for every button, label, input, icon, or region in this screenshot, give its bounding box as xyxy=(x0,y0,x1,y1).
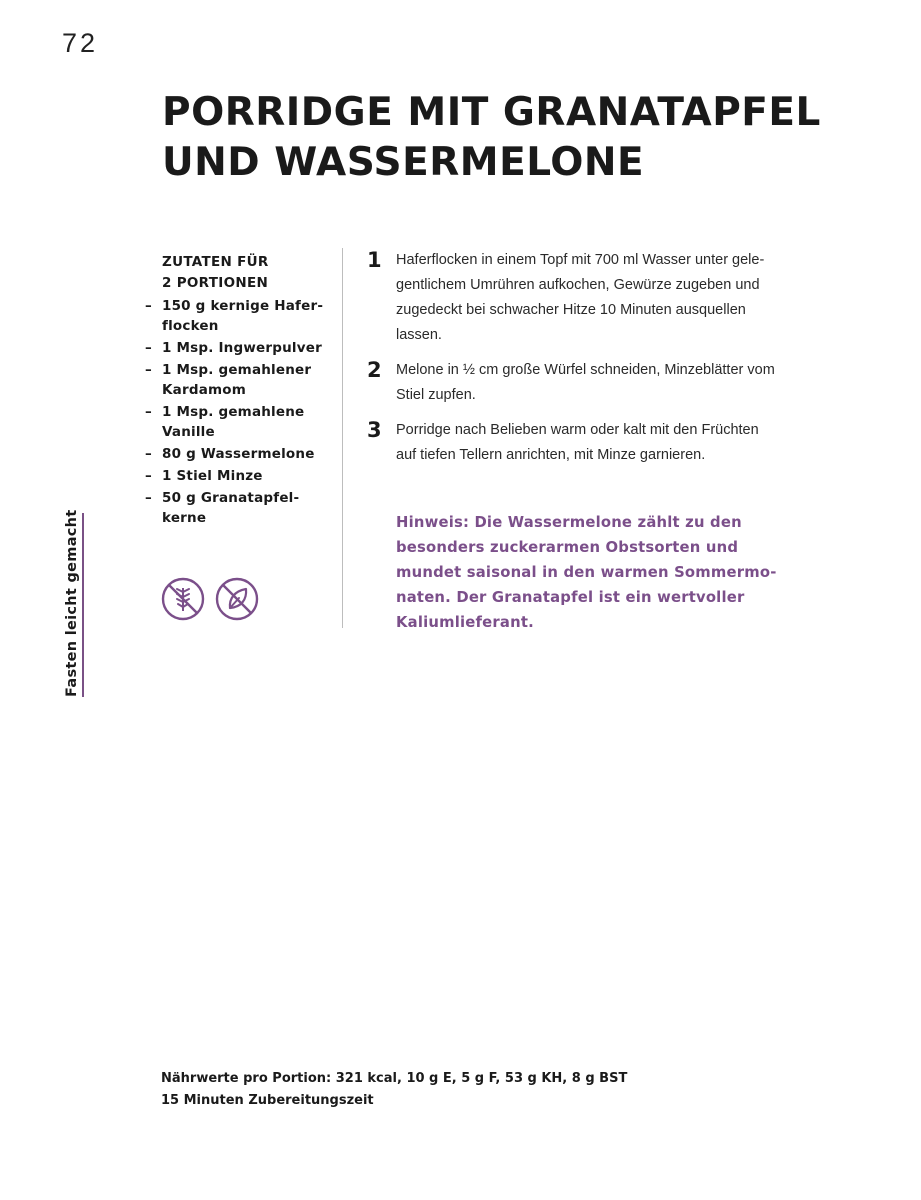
step-line: Porridge nach Belieben warm oder kalt mit den Früchten xyxy=(396,422,759,438)
ingredient-line: kerne xyxy=(162,510,207,526)
step-line: Melone in ½ cm große Würfel schneiden, Minzeblätter vom xyxy=(396,362,775,378)
ingredient-item xyxy=(145,466,345,486)
ingredients-heading xyxy=(162,252,345,294)
note-line: naten. Der Granatapfel ist ein wertvoller xyxy=(396,589,745,606)
ingredient-item xyxy=(145,444,345,464)
step-line: zugedeckt bei schwacher Hitze 10 Minuten ausquellen xyxy=(396,302,746,318)
ingredient-item xyxy=(145,338,345,358)
page-number: 72 xyxy=(62,28,99,58)
ingredient-dash: – xyxy=(145,298,152,314)
recipe-footer xyxy=(161,1068,627,1112)
ingredient-dash: – xyxy=(145,446,152,462)
step-text xyxy=(396,418,787,468)
ingredient-line: Kardamom xyxy=(162,382,247,398)
step-text xyxy=(396,248,787,348)
ingredient-item xyxy=(145,402,345,442)
note-line: Kaliumlieferant. xyxy=(396,614,534,631)
vegan-leaf-icon xyxy=(215,577,259,621)
column-divider xyxy=(342,248,343,628)
ingredient-line: 1 Msp. gemahlener xyxy=(162,362,312,378)
preparation-steps xyxy=(367,248,787,478)
step-item xyxy=(367,248,787,348)
note-line: mundet saisonal in den warmen Sommermo- xyxy=(396,564,777,581)
ingredient-line: 1 Stiel Minze xyxy=(162,468,263,484)
ingredient-line: 50 g Granatapfel- xyxy=(162,490,300,506)
ingredient-dash: – xyxy=(145,340,152,356)
ingredient-line: 1 Msp. Ingwerpulver xyxy=(162,340,322,356)
ingredient-item xyxy=(145,360,345,400)
step-text xyxy=(396,358,787,408)
ingredients-heading-line-1: ZUTATEN FÜR xyxy=(162,254,269,270)
nutrition-info: Nährwerte pro Portion: 321 kcal, 10 g E, 5 g F, 53 g KH, 8 g BST xyxy=(161,1071,628,1086)
section-side-label: Fasten leicht gemacht xyxy=(64,513,84,697)
recipe-title xyxy=(162,88,882,188)
step-line: lassen. xyxy=(396,327,442,343)
note-line: besonders zuckerarmen Obstsorten und xyxy=(396,539,739,556)
step-number: 1 xyxy=(367,248,382,272)
prep-time: 15 Minuten Zubereitungszeit xyxy=(161,1093,374,1108)
note-line: Hinweis: Die Wassermelone zählt zu den xyxy=(396,514,742,531)
step-line: auf tiefen Tellern anrichten, mit Minze garnieren. xyxy=(396,447,706,463)
title-line-1: PORRIDGE MIT GRANATAPFEL xyxy=(162,90,821,135)
step-line: gentlichem Umrühren aufkochen, Gewürze zugeben und xyxy=(396,277,760,293)
step-line: Stiel zupfen. xyxy=(396,387,476,403)
ingredient-line: Vanille xyxy=(162,424,215,440)
ingredient-item xyxy=(145,296,345,336)
ingredient-dash: – xyxy=(145,362,152,378)
ingredient-dash: – xyxy=(145,490,152,506)
step-number: 2 xyxy=(367,358,382,382)
recipe-note xyxy=(396,510,796,635)
step-item xyxy=(367,358,787,408)
step-line: Haferflocken in einem Topf mit 700 ml Wasser unter gele- xyxy=(396,252,765,268)
gluten-free-icon xyxy=(161,577,205,621)
ingredient-line: 150 g kernige Hafer- xyxy=(162,298,324,314)
diet-icons xyxy=(161,577,259,621)
ingredient-line: 1 Msp. gemahlene xyxy=(162,404,305,420)
ingredient-line: 80 g Wassermelone xyxy=(162,446,315,462)
ingredients-section xyxy=(145,252,345,528)
step-item xyxy=(367,418,787,468)
ingredient-dash: – xyxy=(145,404,152,420)
ingredients-heading-line-2: 2 PORTIONEN xyxy=(162,275,269,291)
ingredient-item xyxy=(145,488,345,528)
ingredient-dash: – xyxy=(145,468,152,484)
ingredients-list xyxy=(145,296,345,528)
step-number: 3 xyxy=(367,418,382,442)
ingredient-line: flocken xyxy=(162,318,219,334)
title-line-2: UND WASSERMELONE xyxy=(162,140,645,185)
